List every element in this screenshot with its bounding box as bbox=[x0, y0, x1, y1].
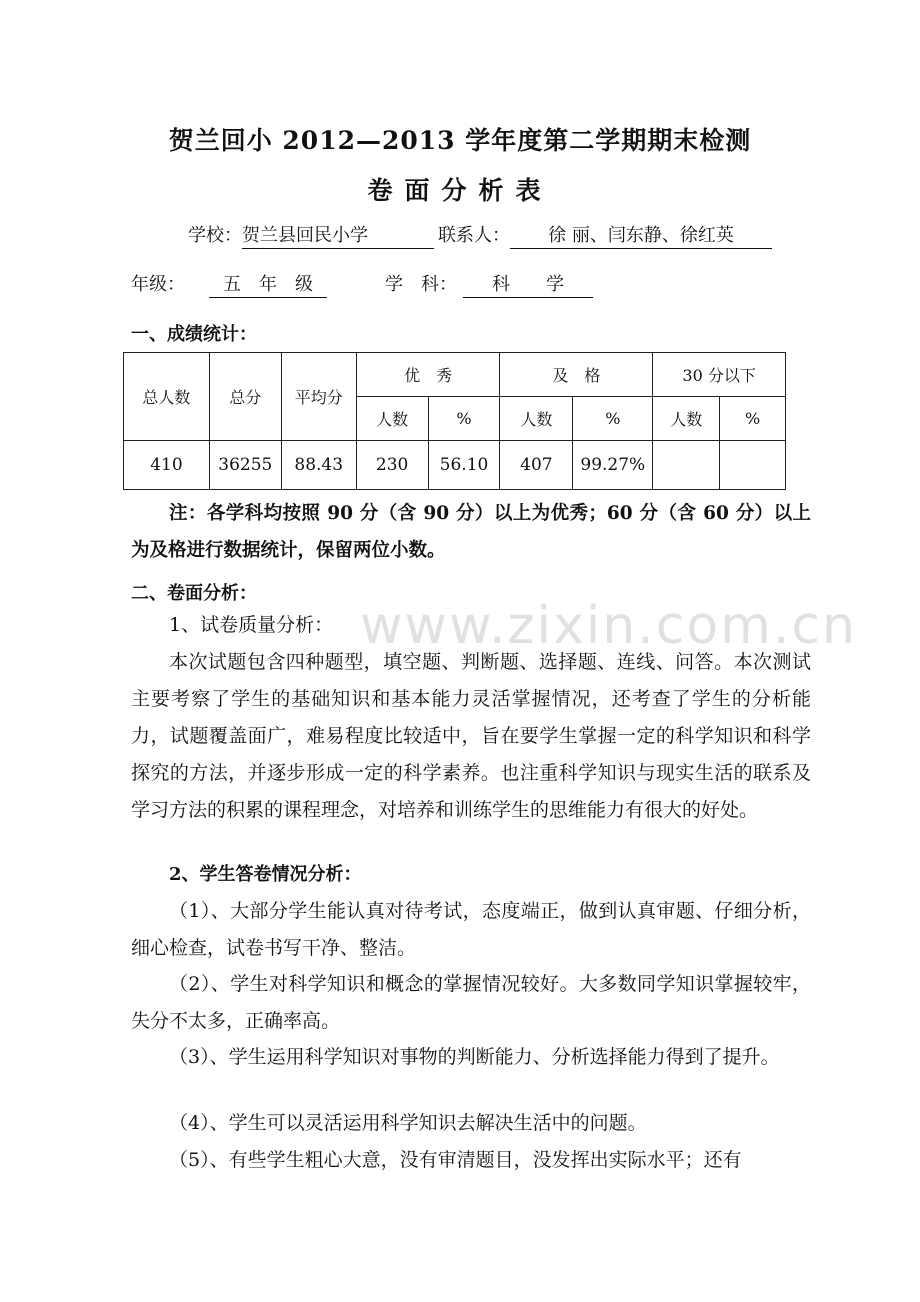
header-total-students: 总人数 bbox=[124, 353, 210, 441]
cell-pass-percent: 99.27% bbox=[573, 441, 653, 490]
cell-below30-percent bbox=[720, 441, 786, 490]
cell-excellent-percent: 56.10 bbox=[428, 441, 500, 490]
table-note: 注：各学科均按照 90 分（含 90 分）以上为优秀；60 分（含 60 分）以上为及格进行数据统计，保留两位小数。 bbox=[131, 503, 811, 561]
contact-label: 联系人： bbox=[438, 225, 510, 246]
document-subtitle: 卷面分析表 bbox=[367, 176, 553, 205]
header-average: 平均分 bbox=[281, 353, 356, 441]
list-item-2: （2）、学生对科学知识和概念的掌握情况较好。大多数同学知识掌握较牢，失分不太多，正确率高。 bbox=[131, 973, 811, 1032]
header-pass-percent: % bbox=[573, 397, 653, 441]
cell-average: 88.43 bbox=[281, 441, 356, 490]
list-item-1: （1）、大部分学生能认真对待考试，态度端正，做到认真审题、仔细分析，细心检查，试卷书写干净、整洁。 bbox=[131, 900, 811, 959]
contact-value: 徐 丽、闫东静、徐红英 bbox=[510, 221, 772, 249]
school-value: 贺兰县回民小学 bbox=[242, 221, 434, 249]
table-header-row bbox=[124, 353, 786, 397]
list-item-4: （4）、学生可以灵活运用科学知识去解决生活中的问题。 bbox=[169, 1112, 647, 1134]
header-below30: 30 分以下 bbox=[653, 353, 786, 397]
list-item-3: （3）、学生运用科学知识对事物的判断能力、分析选择能力得到了提升。 bbox=[169, 1046, 780, 1068]
cell-below30-count bbox=[653, 441, 720, 490]
paragraph-quality-analysis: 本次试题包含四种题型，填空题、判断题、选择题、连线、问答。本次测试主要考察了学生的基础知识和基本能力灵活掌握情况，还考查了学生的分析能力，试题覆盖面广，难易程度比较适中，旨在要学生掌握一定的科学知识和科学探究的方法，并逐步形成一定的科学素养。也注重科学知识与现实生活的联系及学习方法的积累的课程理念，对培养和训练学生的思维能力有很大的好处。 bbox=[131, 651, 811, 821]
section-heading-analysis: 二、卷面分析： bbox=[131, 583, 257, 604]
subject-value: 科 学 bbox=[463, 270, 593, 298]
list-item-5: （5）、有些学生粗心大意，没有审清题目，没发挥出实际水平；还有 bbox=[169, 1149, 742, 1171]
subheading-answers: 2、学生答卷情况分析： bbox=[169, 864, 362, 885]
header-excellent: 优 秀 bbox=[356, 353, 500, 397]
header-excellent-percent: % bbox=[428, 397, 500, 441]
school-contact-line bbox=[188, 221, 772, 249]
header-excellent-count: 人数 bbox=[356, 397, 428, 441]
score-statistics-table bbox=[123, 352, 786, 490]
header-total-score: 总分 bbox=[209, 353, 281, 441]
section-heading-scores: 一、成绩统计： bbox=[131, 324, 257, 345]
table-row bbox=[124, 441, 786, 490]
cell-total-score: 36255 bbox=[209, 441, 281, 490]
subject-label: 学 科： bbox=[385, 274, 457, 295]
cell-pass-count: 407 bbox=[500, 441, 573, 490]
document-title: 贺兰回小 2012—2013 学年度第二学期期末检测 bbox=[168, 126, 752, 155]
cell-total-students: 410 bbox=[124, 441, 210, 490]
header-below30-count: 人数 bbox=[653, 397, 720, 441]
grade-label: 年级： bbox=[131, 274, 185, 295]
header-pass-count: 人数 bbox=[500, 397, 573, 441]
subheading-quality: 1、试卷质量分析： bbox=[169, 614, 334, 636]
cell-excellent-count: 230 bbox=[356, 441, 428, 490]
grade-subject-line bbox=[131, 270, 593, 298]
grade-value: 五 年 级 bbox=[209, 270, 327, 298]
header-pass: 及 格 bbox=[500, 353, 653, 397]
header-below30-percent: % bbox=[720, 397, 786, 441]
school-label: 学校： bbox=[188, 225, 242, 246]
watermark: www.zixin.com.cn bbox=[360, 596, 857, 656]
